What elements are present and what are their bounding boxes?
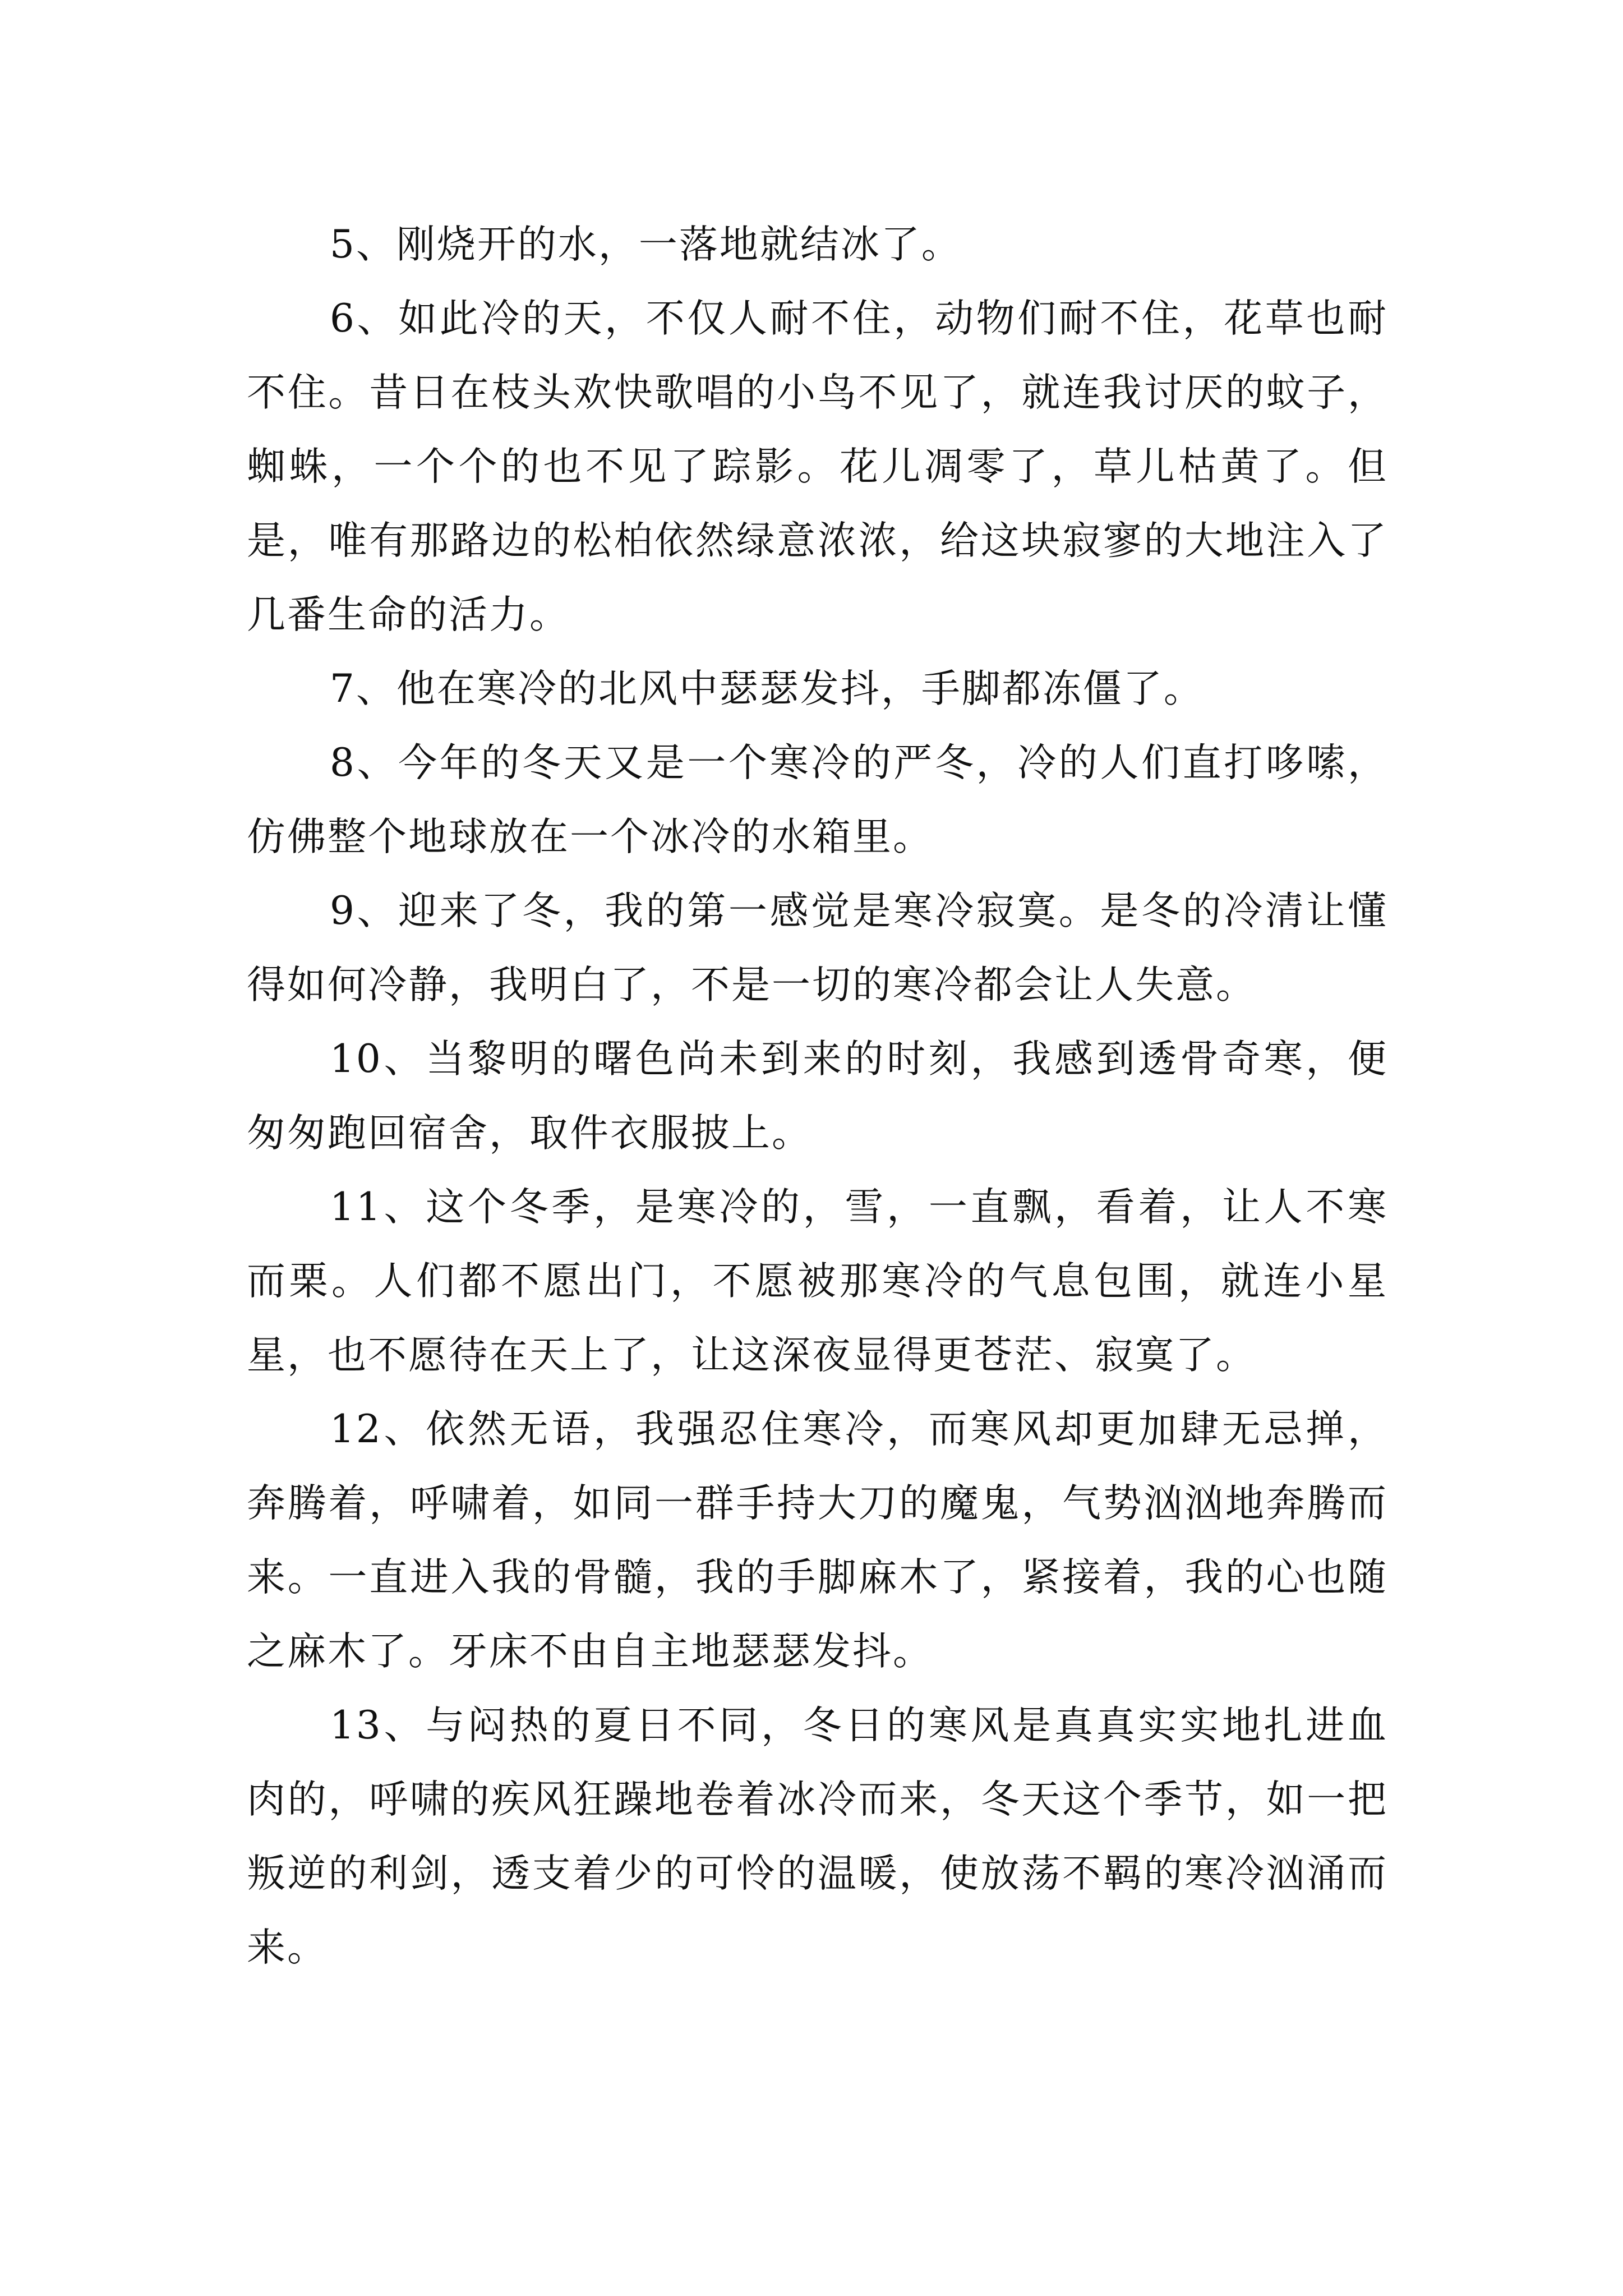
paragraph-8: 8、今年的冬天又是一个寒冷的严冬，冷的人们直打哆嗦，仿佛整个地球放在一个冰冷的水箱里。 bbox=[247, 740, 1388, 859]
document-page bbox=[247, 208, 1388, 1985]
paragraph-13: 13、与闷热的夏日不同，冬日的寒风是真真实实地扎进血肉的，呼啸的疾风狂躁地卷着冰冷而来，冬天这个季节，如一把叛逆的利剑，透支着少的可怜的温暖，使放荡不羁的寒冷汹涌而来。 bbox=[247, 1703, 1388, 1970]
paragraph-9: 9、迎来了冬，我的第一感觉是寒冷寂寞。是冬的冷清让懂得如何冷静，我明白了，不是一切的寒冷都会让人失意。 bbox=[247, 889, 1388, 1007]
paragraph-5: 5、刚烧开的水，一落地就结冰了。 bbox=[330, 222, 962, 267]
paragraph-6: 6、如此冷的天，不仅人耐不住，动物们耐不住，花草也耐不住。昔日在枝头欢快歌唱的小鸟不见了，就连我讨厌的蚊子，蜘蛛，一个个的也不见了踪影。花儿凋零了，草儿枯黄了。但是，唯有那路边的松柏依然绿意浓浓，给这块寂寥的大地注入了几番生命的活力。 bbox=[247, 296, 1388, 637]
paragraph-12: 12、依然无语，我强忍住寒冷，而寒风却更加肆无忌掸，奔腾着，呼啸着，如同一群手持大刀的魔鬼，气势汹汹地奔腾而来。一直进入我的骨髓，我的手脚麻木了，紧接着，我的心也随之麻木了。牙床不由自主地瑟瑟发抖。 bbox=[247, 1407, 1388, 1674]
paragraph-11: 11、这个冬季，是寒冷的，雪，一直飘，看着，让人不寒而栗。人们都不愿出门，不愿被那寒冷的气息包围，就连小星星，也不愿待在天上了，让这深夜显得更苍茫、寂寞了。 bbox=[247, 1185, 1388, 1378]
paragraph-10: 10、当黎明的曙色尚未到来的时刻，我感到透骨奇寒，便匆匆跑回宿舍，取件衣服披上。 bbox=[247, 1037, 1388, 1156]
paragraph-7: 7、他在寒冷的北风中瑟瑟发抖，手脚都冻僵了。 bbox=[330, 666, 1204, 711]
